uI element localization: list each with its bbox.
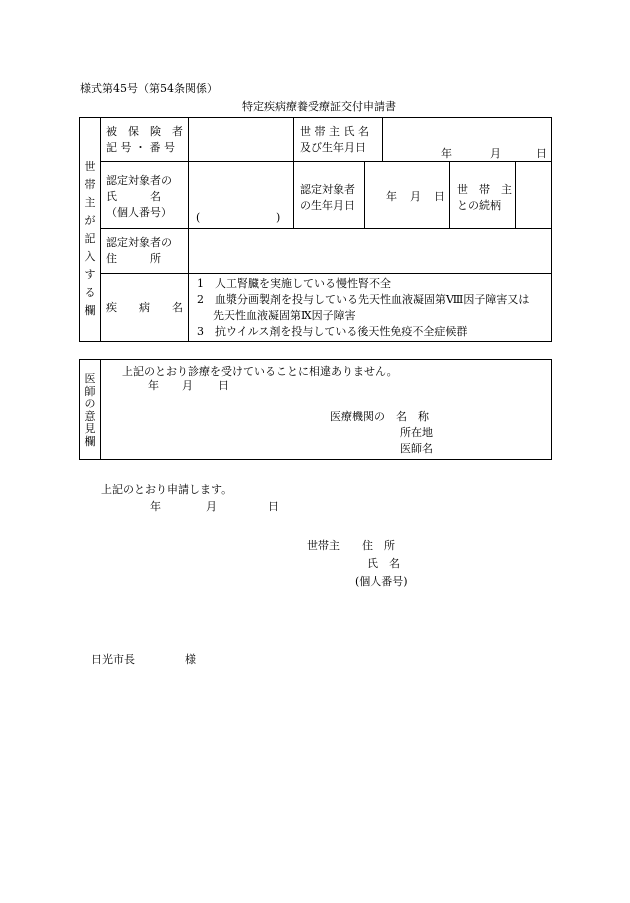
head-year-label: 年 — [441, 147, 452, 160]
application-month-label: 月 — [206, 500, 217, 513]
subject-name-label: 氏 名 — [106, 190, 161, 203]
doctor-day-label: 日 — [218, 379, 229, 392]
application-statement: 上記のとおり申請します。 — [101, 483, 233, 496]
relation-field[interactable] — [516, 162, 551, 227]
applicant-name-label: 氏 名 — [367, 557, 400, 570]
head-address-label: 世帯主 住 所 — [307, 539, 395, 552]
section2-side-divider — [100, 359, 101, 460]
subject-label: 認定対象者の — [106, 174, 172, 187]
doctor-statement: 上記のとおり診療を受けていることに相違ありません。 — [122, 365, 398, 378]
head-name-field[interactable] — [383, 118, 551, 160]
form-title: 特定疾病療養受療証交付申請書 — [242, 100, 396, 113]
address-label: 認定対象者の — [106, 236, 172, 249]
application-day-label: 日 — [268, 500, 279, 513]
disease-label: 疾 病 名 — [106, 301, 183, 314]
disease-item-3[interactable]: 3 抗ウイルス剤を投与している後天性免疫不全症候群 — [197, 325, 468, 338]
mid-column-divider — [293, 117, 294, 228]
doctor-month-label: 月 — [182, 379, 193, 392]
subject-month-label: 月 — [410, 190, 421, 203]
honorific: 様 — [185, 653, 196, 666]
section1-side-divider — [100, 117, 101, 342]
insured-number-label: 記 号 ・ 番 号 — [106, 141, 175, 154]
subject-number-label: （個人番号） — [106, 206, 172, 219]
disease-item-2-cont: 先天性血液凝固第Ⅸ因子障害 — [213, 309, 356, 322]
head-birth-label: 及び生年月日 — [300, 141, 366, 154]
disease-item-2[interactable]: 2 血漿分画製剤を投与している先天性血液凝固第Ⅷ因子障害又は — [197, 293, 530, 306]
doctor-year-label: 年 — [148, 379, 159, 392]
household-side-label: 世 帯 主 が 記 入 す る 欄 — [84, 160, 96, 317]
head-month-label: 月 — [490, 147, 501, 160]
applicant-number-label: (個人番号) — [355, 575, 408, 588]
insured-label: 被 保 険 者 — [106, 125, 183, 138]
birth-value-divider — [449, 161, 450, 228]
subject-day-label: 日 — [434, 190, 445, 203]
relation-label: 世 帯 主 — [457, 183, 512, 196]
subject-paren-open: ( — [196, 211, 201, 224]
disease-item-1[interactable]: 1 人工腎臓を実施している慢性腎不全 — [197, 277, 391, 290]
subject-paren-close: ) — [276, 211, 281, 224]
form-number: 様式第45号（第54条関係） — [80, 82, 218, 95]
relation-label-2: との続柄 — [457, 199, 501, 212]
address-label-2: 住 所 — [106, 252, 161, 265]
institution-location-label: 所在地 — [400, 426, 433, 439]
head-day-label: 日 — [536, 147, 547, 160]
doctor-name-label: 医師名 — [400, 442, 433, 455]
subject-year-label: 年 — [386, 190, 397, 203]
institution-name-label: 医療機関の 名 称 — [330, 410, 429, 423]
application-year-label: 年 — [150, 500, 161, 513]
row1-divider — [100, 161, 552, 162]
row3-divider — [100, 273, 552, 274]
insured-number-field[interactable] — [188, 118, 293, 160]
subject-birth-label-2: の生年月日 — [300, 199, 355, 212]
doctor-side-label: 医 師 の 意 見 欄 — [84, 372, 96, 448]
addressee: 日光市長 — [91, 653, 135, 666]
head-name-label: 世 帯 主 氏 名 — [300, 125, 369, 138]
address-field[interactable] — [189, 229, 551, 272]
subject-birth-label: 認定対象者 — [300, 183, 355, 196]
